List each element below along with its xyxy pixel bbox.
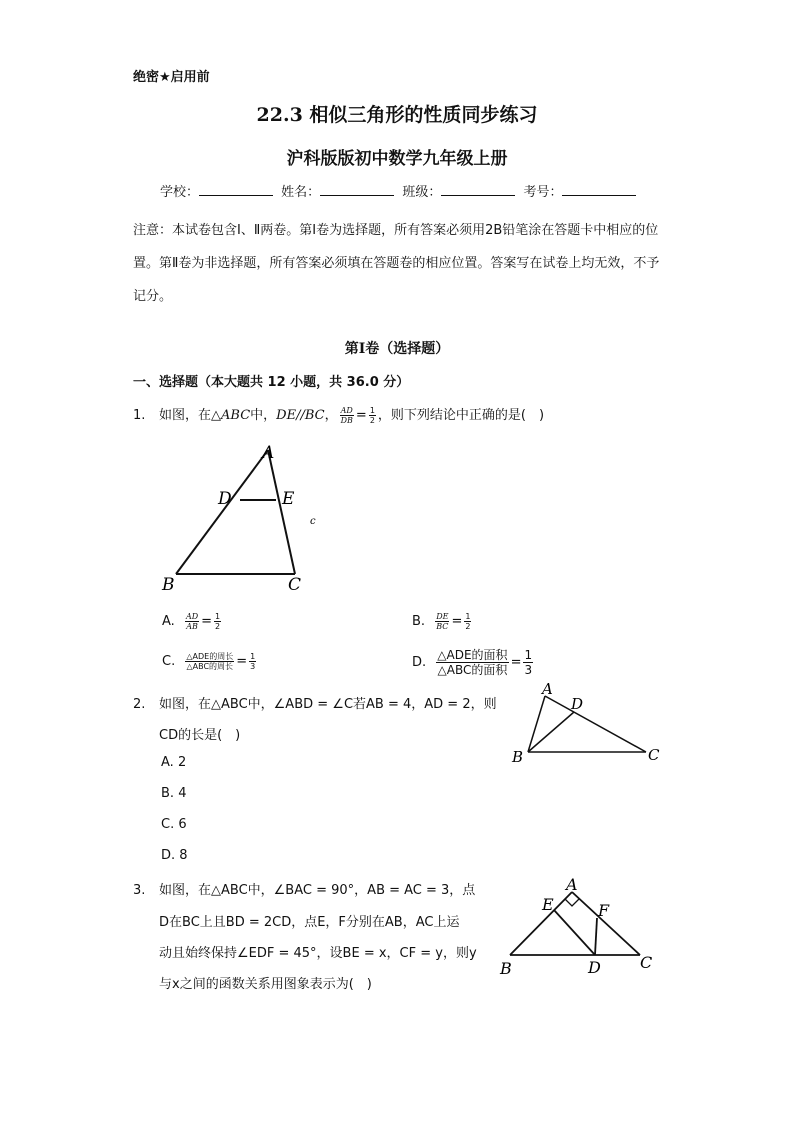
q1-parallel: DE//BC [276,408,325,423]
q1-stray-c: c [310,516,316,527]
part-title: 第Ⅰ卷（选择题） [344,341,450,357]
name-label: 姓名： [281,185,321,200]
page-subtitle: 沪科版版初中数学九年级上册 [286,149,508,169]
q1-label-c: C [288,575,302,595]
class-blank[interactable] [441,183,515,196]
q1-option-a[interactable]: A. $\frac{AD}{AB}$ = $\frac{1}{2}$ [162,612,221,631]
q2-segment-bd [528,712,574,752]
question-3-stem-line4: 与x之间的函数关系用图象表示为( ) [159,977,372,992]
school-blank[interactable] [199,183,273,196]
q2-label-b: B [512,748,524,766]
q3-segment-fd [595,918,597,955]
school-label: 学校： [160,185,200,200]
name-blank[interactable] [320,183,394,196]
q1-label-d: D [218,489,232,509]
q1-label-a: A [262,443,275,463]
q2-option-b[interactable]: B. 4 [161,786,187,801]
q1-ratio-fraction: $\frac{AD}{DB}$ [340,406,353,425]
question-3-stem-line1 [133,879,475,898]
q2-label-c: C [648,746,660,764]
q1-option-c[interactable]: C. $\frac{\text{△ADE的周长}}{\text{△ABC的周长}}$ = $\frac{1}{3}$ [162,652,256,671]
q3-label-a: A [566,875,578,894]
q1-label-b: B [162,575,175,595]
q2-option-a[interactable]: A. 2 [161,755,187,770]
question-2-stem-line1 [133,693,497,712]
exam-number-label: 考号： [523,185,563,200]
q1-text: 如图，在 [159,408,212,423]
question-number: 1. [133,408,146,423]
q1-option-b[interactable]: B. $\frac{DE}{BC}$ = $\frac{1}{2}$ [412,612,471,631]
q1-side-ab [176,450,268,574]
q3-label-e: E [542,895,554,914]
q3-label-c: C [640,953,653,972]
question-1-stem [133,404,544,425]
q1-text-2: 中， [250,408,277,423]
q3-side-ab [510,892,572,955]
section-title: 一、选择题（本大题共 12 小题，共 36.0 分） [133,375,410,390]
question-number: 3. [133,883,146,898]
q3-figure [496,872,666,982]
q1-figure [150,438,340,598]
q1-equals: = [355,408,367,423]
class-label: 班级： [402,185,442,200]
q3-label-d: D [588,958,601,977]
q2-label-d: D [571,695,584,713]
q3-text-1: 如图，在△ABC中，∠BAC = 90°，AB = AC = 3，点 [159,883,476,898]
q2-option-c[interactable]: C. 6 [161,817,187,832]
q2-option-d[interactable]: D. 8 [161,848,188,863]
q1-text-3: ，则下列结论中正确的是( ) [377,408,545,423]
q1-label-e: E [282,489,295,509]
q3-right-angle-mark [565,899,579,906]
q1-side-ac [268,450,295,574]
page-title: 22.3 相似三角形的性质同步练习 [256,104,538,126]
question-2-stem-line2: CD的长是( ) [159,728,241,743]
notice-text: 注意：本试卷包含Ⅰ、Ⅱ两卷。第Ⅰ卷为选择题，所有答案必须用2B铅笔涂在答题卡中相应的位置。第Ⅱ卷为非选择题，所有答案必须填在答题卷的相应位置。答案写在试卷上均无效，不予记分。 [133,223,660,304]
q1-triangle: △ABC [211,408,251,423]
student-info-row [160,181,640,200]
q2-text-1: 如图，在△ABC中，∠ABD = ∠C若AB = 4，AD = 2，则 [159,697,497,712]
question-3-stem-line2: D在BC上且BD = 2CD，点E，F分别在AB，AC上运 [159,915,460,930]
q3-label-b: B [500,959,512,978]
q2-side-ab [528,696,545,752]
q3-segment-ed [554,910,595,955]
q1-half-fraction: $\frac{1}{2}$ [369,406,375,425]
q2-label-a: A [542,680,553,698]
exam-number-blank[interactable] [562,183,636,196]
secret-label: 绝密★启用前 [133,70,210,85]
q2-figure [508,680,668,770]
question-number: 2. [133,697,146,712]
question-3-stem-line3: 动且始终保持∠EDF = 45°，设BE = x，CF = y，则y [159,946,477,961]
q1-comma: ， [324,408,338,423]
q1-option-d[interactable]: D. $\frac{\text{△ADE的面积}}{\text{△ABC的面积}}$ = $\frac{1}{3}$ [412,648,533,677]
q3-label-f: F [598,901,610,920]
